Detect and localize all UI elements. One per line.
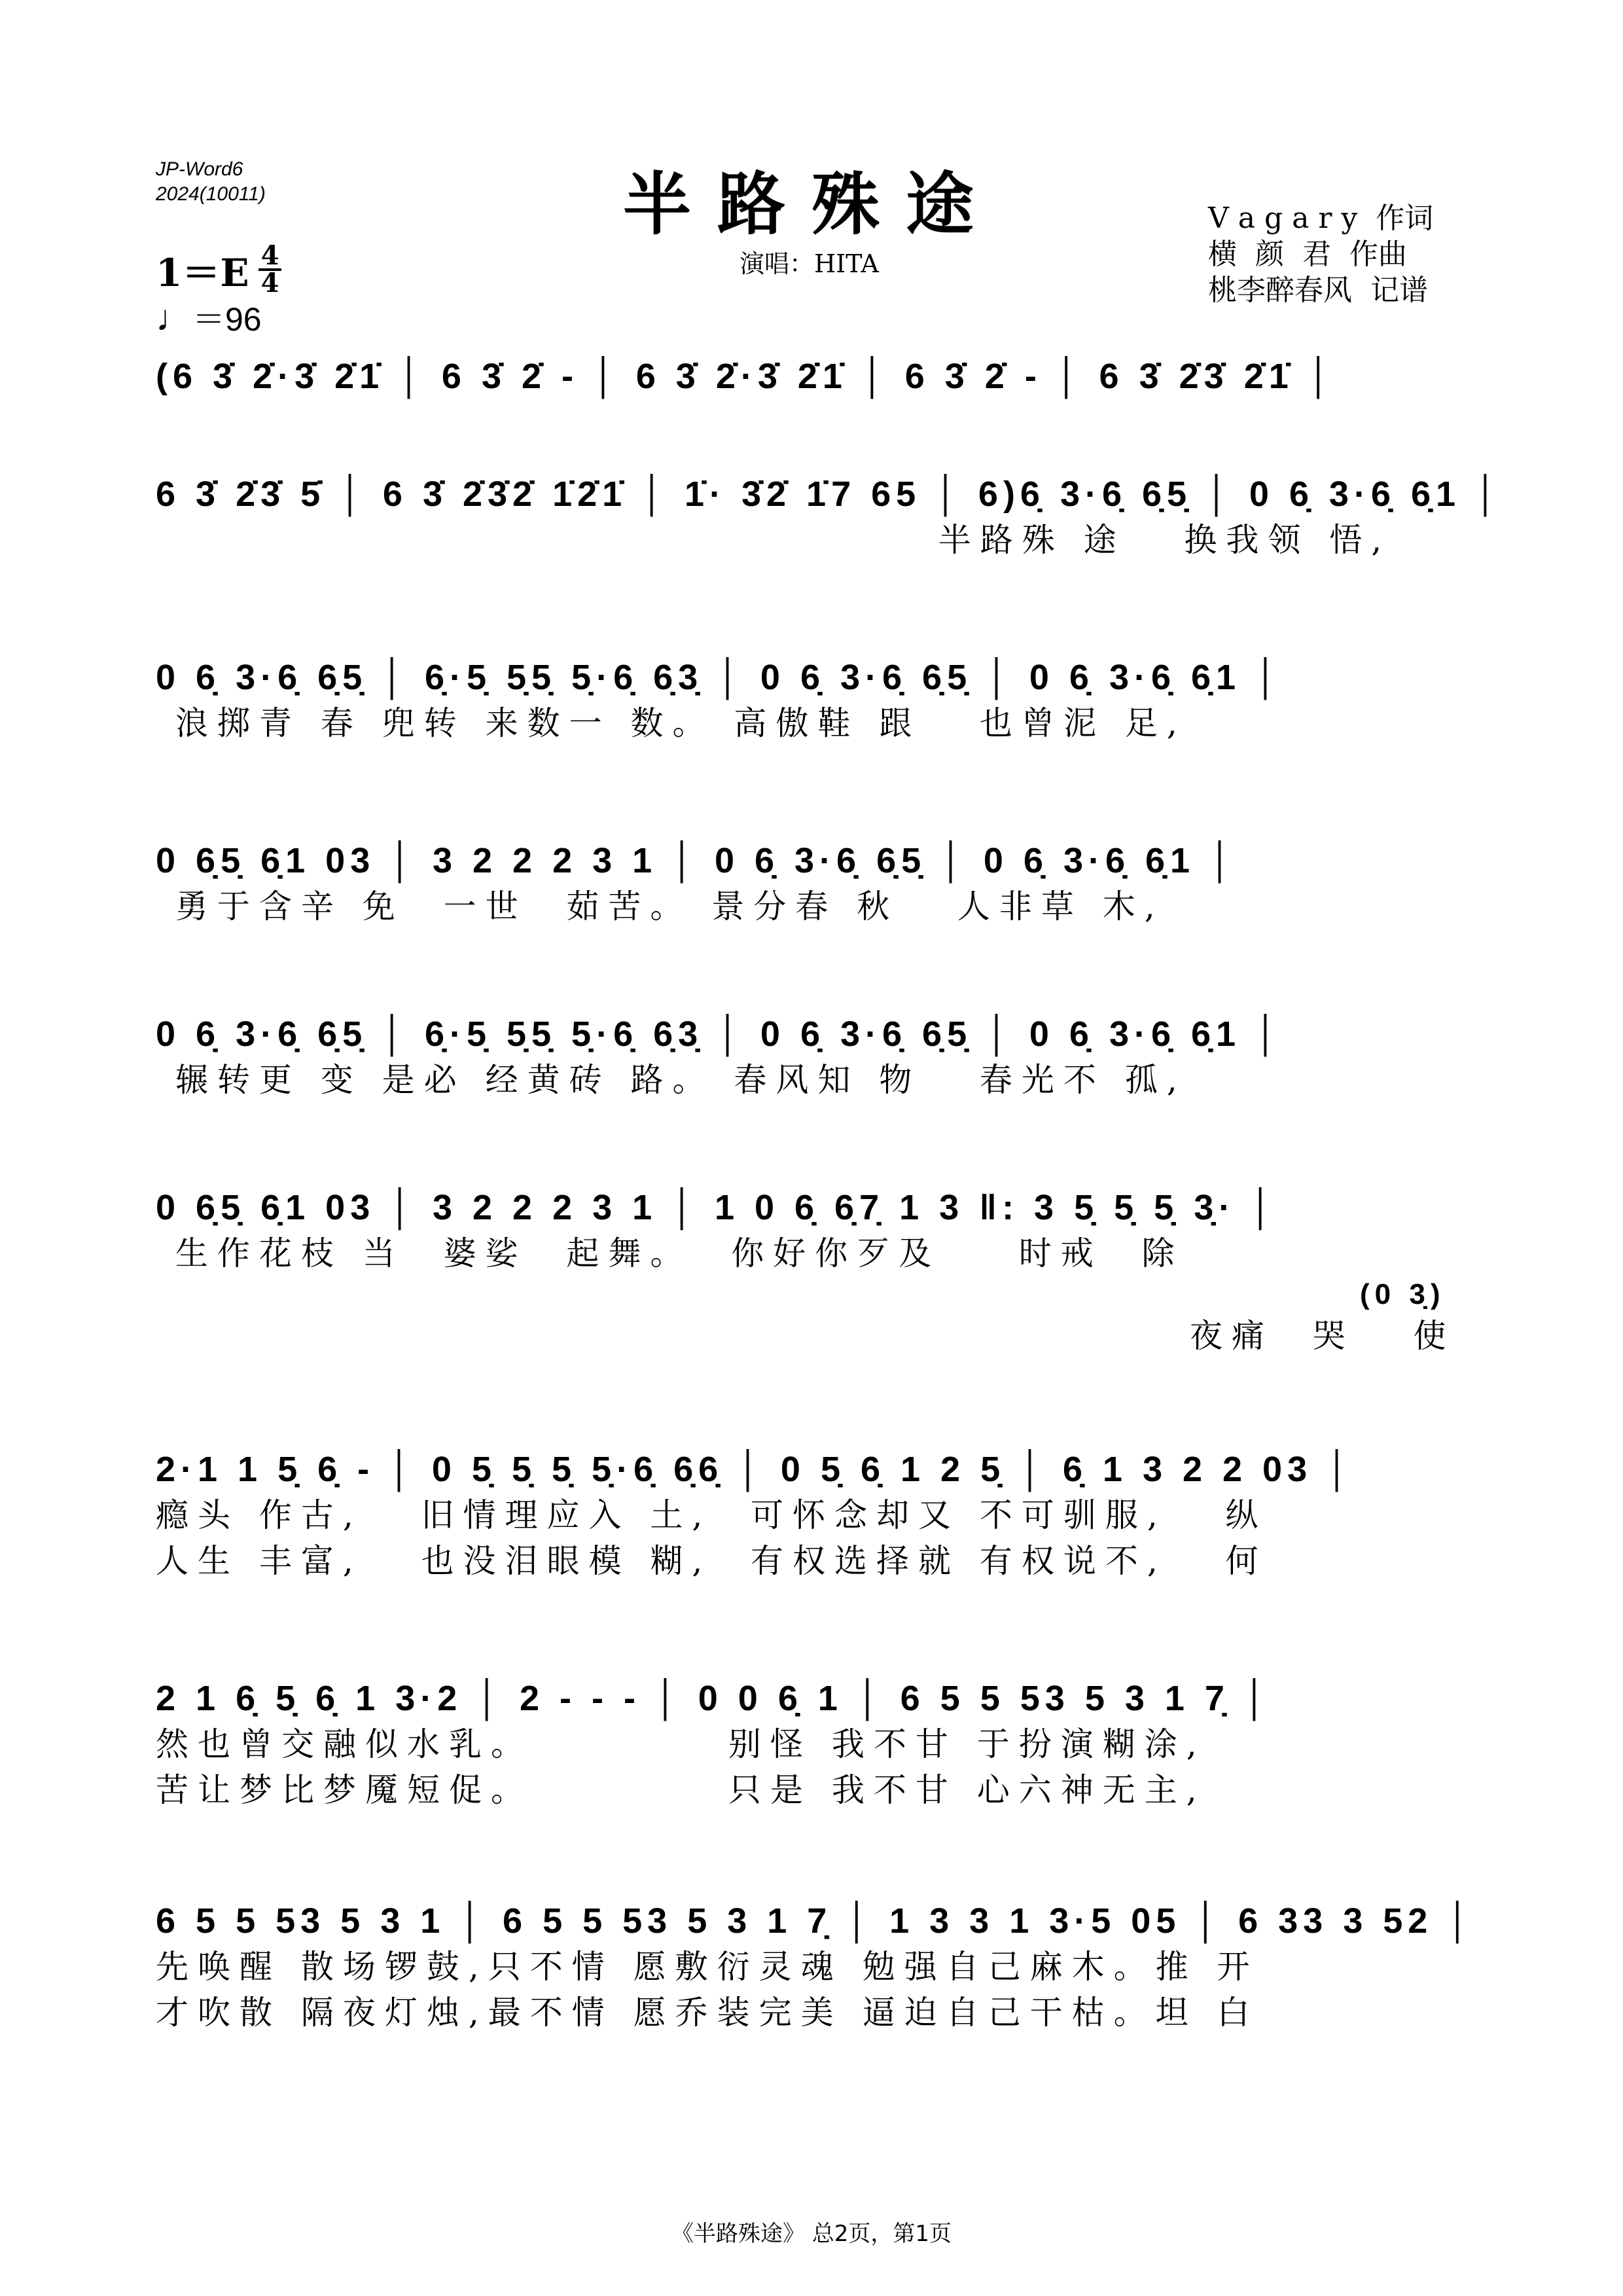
music-system-1 <box>156 353 1478 399</box>
music-system-3 <box>156 655 1478 746</box>
music-system-5 <box>156 1011 1478 1103</box>
lyric-line-verse-1: 先唤醒 散场锣鼓,只不情 愿敷衍灵魂 勉强自己麻木。推 开 <box>156 1948 1259 1986</box>
time-signature <box>259 240 282 298</box>
notation-line: 2 1 6̣ 5̣ 6̣ 1 3·2 │ 2 - - - │ 0 0 6̣ 1 │ 6 5 5 53 5 3 1 7̣ │ <box>156 1679 1272 1718</box>
notation-line: (6 3̇ 2̇·3̇ 2̇1̇ │ 6 3̇ 2̇ - │ 6 3̇ 2̇·3̇ 2̇1̇ │ 6 3̇ 2̇ - │ 6 3̇ 2̇3̇ 2̇1̇ │ <box>156 357 1336 396</box>
notation-line: 6 5 5 53 5 3 1 │ 6 5 5 53 5 3 1 7̣ │ 1 3 3 1 3·5 05 │ 6 33 3 52 │ <box>156 1901 1476 1941</box>
notation-line: 0 6̣ 3·6̣ 6̣5̣ │ 6̣·5̣ 5̣5̣ 5̣·6̣ 6̣3̣ │ 0 6̣ 3·6̣ 6̣5̣ │ 0 6̣ 3·6̣ 6̣1 │ <box>156 1014 1283 1054</box>
tempo-marking <box>156 293 262 340</box>
lyricist-credit: V a g a r y 作词 <box>1208 202 1434 235</box>
alternate-notes: (0 3̣) <box>1360 1278 1446 1310</box>
singer-label: 演唱：HITA <box>740 249 879 278</box>
notation-line: 0 6̣ 3·6̣ 6̣5̣ │ 6̣·5̣ 5̣5̣ 5̣·6̣ 6̣3̣ │ 0 6̣ 3·6̣ 6̣5̣ │ 0 6̣ 3·6̣ 6̣1 │ <box>156 658 1283 697</box>
lyric-line-verse-1: 瘾头 作古, 旧情理应入 土, 可怀念却又 不可驯服, 纵 <box>156 1496 1268 1534</box>
lyric-line: 浪掷青 春 兜转 来数一 数。 高傲鞋 跟 也曾泥 足, <box>156 704 1186 742</box>
song-title: 半路殊途 <box>622 164 1000 244</box>
music-system-7 <box>156 1446 1478 1584</box>
notation-line: 2·1 1 5̣ 6̣ - │ 0 5̣ 5̣ 5̣ 5̣·6̣ 6̣6̣ │ 0 5̣ 6̣ 1 2 5̣ │ 6̣ 1 3 2 2 03 │ <box>156 1450 1355 1489</box>
key-signature <box>156 242 281 297</box>
tempo-value: ＝96 <box>192 301 262 338</box>
composer-credit: 横 颜 君 作曲 <box>1208 238 1407 271</box>
transcriber-credit: 桃李醉春风 记谱 <box>1208 274 1428 307</box>
software-name: JP-Word6 <box>156 158 243 180</box>
page-footer: 《半路殊途》 总2页，第1页 <box>671 2221 952 2247</box>
lyric-line: 半路殊 途 换我领 悟, <box>156 521 1391 559</box>
lyric-line-verse-1: 然也曾交融似水乳。 别怪 我不甘 于扮演糊涂, <box>156 1725 1206 1763</box>
quarter-note-icon: ♩ <box>156 297 192 338</box>
music-system-4 <box>156 838 1478 929</box>
time-signature-bottom: 4 <box>260 268 279 298</box>
credits <box>1208 200 1433 308</box>
key-label: 1＝E <box>156 251 249 295</box>
notation-line: 6 3̇ 2̇3̇ 5̇ │ 6 3̇ 2̇3̇2̇ 1̇2̇1̇ │ 1̇· 3̇2̇ 1̇7 65 │ 6)6̣ 3·6̣ 6̣5̣ │ 0 6̣ 3·6̣ 6̣1 │ <box>156 475 1503 514</box>
lyric-line-verse-2: 才吹散 隔夜灯烛,最不情 愿乔装完美 逼迫自己干枯。坦 白 <box>156 1994 1259 2032</box>
lyric-line-verse-2: 人生 丰富, 也没泪眼模 糊, 有权选择就 有权说不, 何 <box>156 1542 1268 1580</box>
lyric-line: 辗转更 变 是必 经黄砖 路。 春风知 物 春光不 孤, <box>156 1061 1186 1099</box>
notation-line: 0 6̣5̣ 6̣1 03 │ 3 2 2 2 3 1 │ 1 0 6̣ 6̣7̣ 1 3 ‖: 3 5̣ 5̣ 5̣ 3̣· │ <box>156 1188 1278 1227</box>
lyric-line: 生作花枝 当 婆娑 起舞。 你好你歹及 时戒 除 <box>156 1234 1184 1272</box>
music-system-9 <box>156 1898 1478 2036</box>
software-build: 2024(10011) <box>156 183 266 205</box>
time-signature-top: 4 <box>259 243 282 271</box>
music-system-8 <box>156 1676 1478 1813</box>
music-system-2 <box>156 471 1503 563</box>
music-system-6 <box>156 1185 1478 1359</box>
notation-line: 0 6̣5̣ 6̣1 03 │ 3 2 2 2 3 1 │ 0 6̣ 3·6̣ 6̣5̣ │ 0 6̣ 3·6̣ 6̣1 │ <box>156 841 1238 880</box>
lyric-line: 勇于含辛 免 一世 茹苦。 景分春 秋 人非草 木, <box>156 888 1164 925</box>
lyric-line-verse-2: 苦让梦比梦魇短促。 只是 我不甘 心六神无主, <box>156 1771 1206 1809</box>
alternate-lyric: 夜痛 哭 使 <box>1190 1317 1455 1355</box>
